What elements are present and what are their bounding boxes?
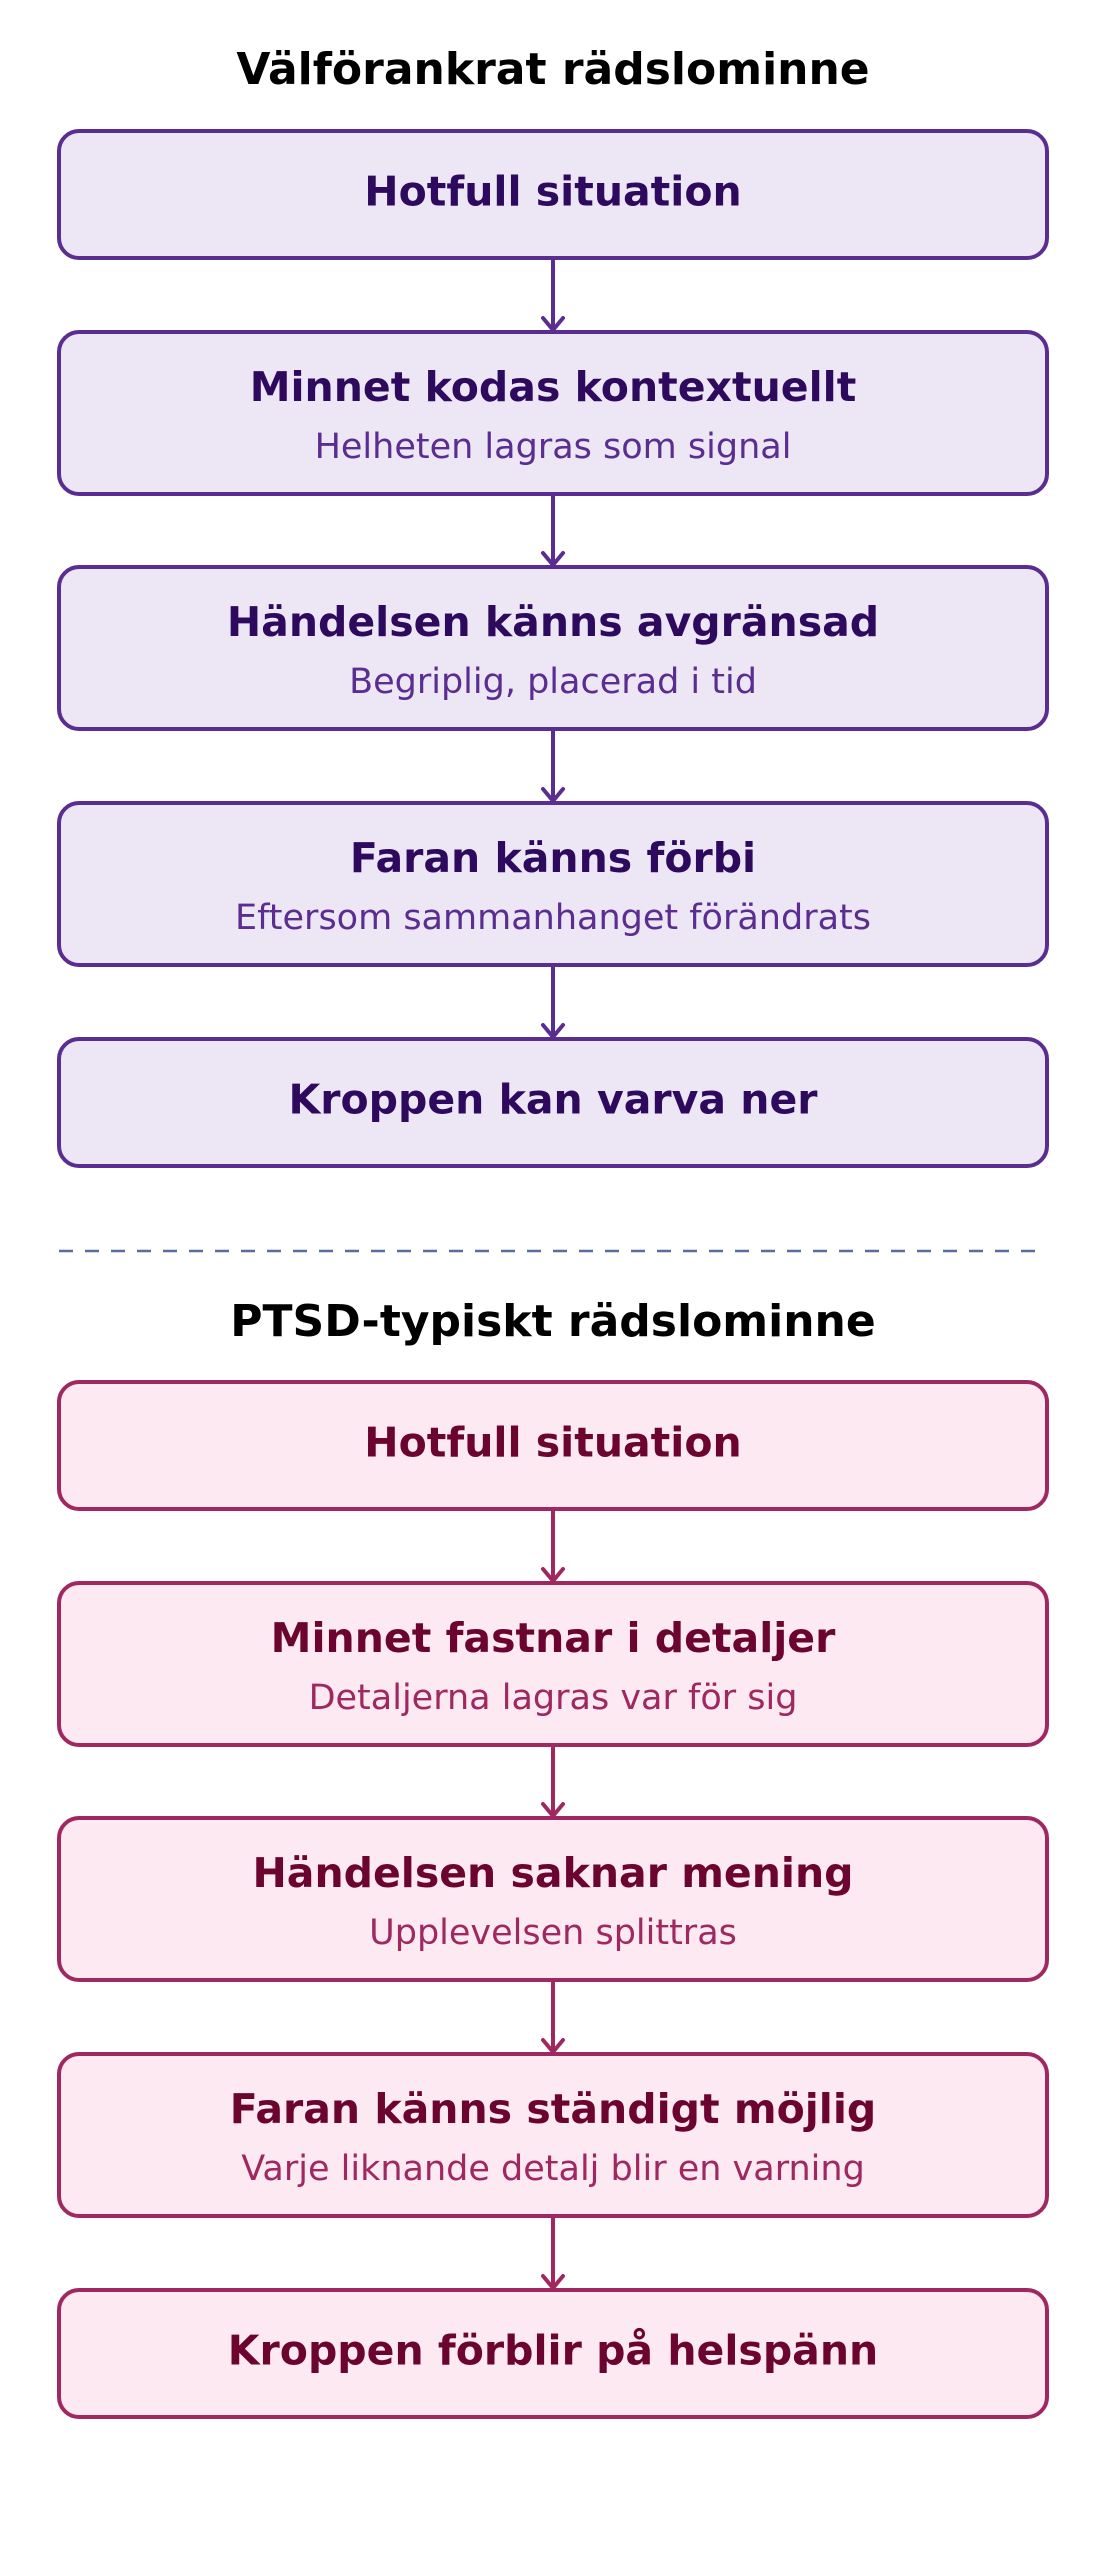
flow-box: [59, 1583, 1047, 1745]
section-title: PTSD-typiskt rädslominne: [230, 1296, 876, 1347]
flow-box-sublabel: Eftersom sammanhanget förändrats: [234, 898, 872, 938]
flow-box-label: Minnet fastnar i detaljer: [270, 1614, 836, 1662]
flow-box-label: Hotfull situation: [364, 1418, 742, 1467]
flow-box: [59, 1818, 1047, 1980]
flow-box-sublabel: Upplevelsen splittras: [369, 1913, 737, 1953]
flow-box-label: Händelsen känns avgränsad: [226, 598, 880, 646]
flow-box-label: Faran känns förbi: [349, 834, 757, 882]
flow-box-label: Minnet kodas kontextuellt: [249, 363, 857, 411]
flow-box-sublabel: Begriplig, placerad i tid: [349, 662, 757, 702]
flow-box-sublabel: Helheten lagras som signal: [314, 427, 792, 467]
flow-box-label: Kroppen kan varva ner: [288, 1075, 818, 1124]
section-title: Välförankrat rädslominne: [236, 44, 870, 95]
flow-box-label: Hotfull situation: [364, 167, 742, 216]
flow-box: [59, 332, 1047, 494]
flow-box-sublabel: Varje liknande detalj blir en varning: [241, 2149, 865, 2189]
flow-box-sublabel: Detaljerna lagras var för sig: [308, 1678, 798, 1718]
flow-box-label: Händelsen saknar mening: [252, 1849, 854, 1897]
flow-box-label: Faran känns ständigt möjlig: [229, 2085, 877, 2133]
flow-box-label: Kroppen förblir på helspänn: [227, 2326, 879, 2375]
flow-box: [59, 2054, 1047, 2216]
flow-box: [59, 567, 1047, 729]
flow-box: [59, 803, 1047, 965]
